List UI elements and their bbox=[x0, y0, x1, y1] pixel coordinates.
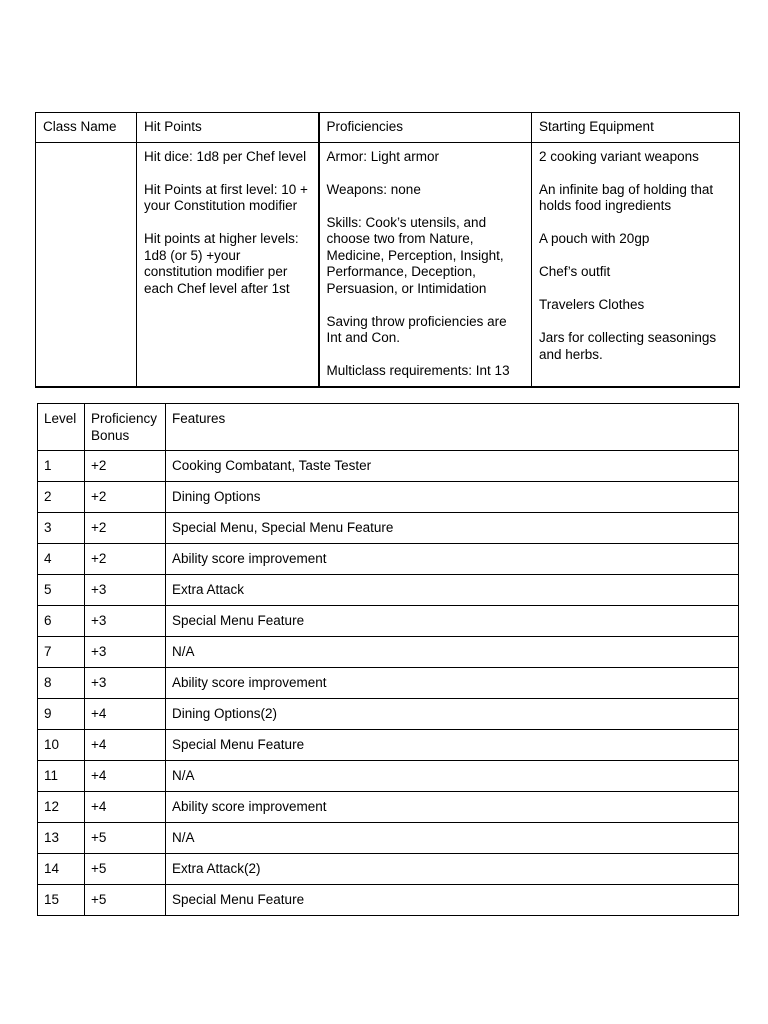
level-cell: 6 bbox=[38, 606, 85, 637]
proficiency-bonus-cell: +3 bbox=[85, 668, 166, 699]
class-name-cell bbox=[36, 142, 137, 387]
hit-dice-text: Hit dice: 1d8 per Chef level bbox=[144, 148, 307, 164]
proficiency-bonus-cell: +2 bbox=[85, 544, 166, 575]
table-row bbox=[38, 513, 739, 544]
level-cell: 15 bbox=[38, 885, 85, 916]
equipment-item: Chef’s outfit bbox=[539, 264, 611, 279]
table-row bbox=[38, 482, 739, 513]
features-cell: N/A bbox=[166, 761, 739, 792]
table-row bbox=[38, 451, 739, 482]
skills-text: Skills: Cook’s utensils, and choose two from Nature, Medicine, Perception, Insight, Performance, Deception, Persuasion, or Intimidation bbox=[326, 214, 504, 296]
level-cell: 11 bbox=[38, 761, 85, 792]
features-cell: Cooking Combatant, Taste Tester bbox=[166, 451, 739, 482]
equipment-item: 2 cooking variant weapons bbox=[539, 148, 699, 164]
header-class-name: Class Name bbox=[36, 113, 137, 143]
level-table-header-row bbox=[38, 404, 739, 451]
header-features: Features bbox=[166, 404, 739, 451]
level-cell: 14 bbox=[38, 854, 85, 885]
weapons-text: Weapons: none bbox=[326, 181, 421, 197]
features-cell: Ability score improvement bbox=[166, 668, 739, 699]
class-table-header-row bbox=[36, 113, 740, 143]
table-row bbox=[38, 823, 739, 854]
proficiency-bonus-cell: +5 bbox=[85, 885, 166, 916]
table-row bbox=[38, 575, 739, 606]
table-row bbox=[38, 668, 739, 699]
armor-text: Armor: Light armor bbox=[326, 148, 440, 164]
hp-first-level-text: Hit Points at first level: 10 + your Constitution modifier bbox=[144, 181, 308, 213]
proficiency-bonus-cell: +2 bbox=[85, 513, 166, 544]
multiclass-text: Multiclass requirements: Int 13 bbox=[326, 363, 510, 378]
level-progression-table bbox=[37, 403, 739, 916]
features-cell: Ability score improvement bbox=[166, 544, 739, 575]
hit-points-cell bbox=[137, 142, 319, 387]
features-cell: Ability score improvement bbox=[166, 792, 739, 823]
features-cell: Dining Options(2) bbox=[166, 699, 739, 730]
features-cell: Special Menu Feature bbox=[166, 606, 739, 637]
level-cell: 1 bbox=[38, 451, 85, 482]
table-row bbox=[38, 792, 739, 823]
table-row bbox=[38, 606, 739, 637]
level-cell: 10 bbox=[38, 730, 85, 761]
features-cell: N/A bbox=[166, 637, 739, 668]
table-row bbox=[38, 637, 739, 668]
proficiency-bonus-cell: +3 bbox=[85, 606, 166, 637]
level-cell: 3 bbox=[38, 513, 85, 544]
proficiency-bonus-cell: +5 bbox=[85, 854, 166, 885]
level-cell: 4 bbox=[38, 544, 85, 575]
equipment-item: A pouch with 20gp bbox=[539, 231, 650, 246]
features-cell: Extra Attack(2) bbox=[166, 854, 739, 885]
proficiency-bonus-cell: +2 bbox=[85, 451, 166, 482]
table-row bbox=[38, 761, 739, 792]
level-cell: 9 bbox=[38, 699, 85, 730]
hp-higher-levels-text: Hit points at higher levels: 1d8 (or 5) +your constitution modifier per each Chef level after 1st bbox=[144, 231, 299, 296]
features-cell: Special Menu, Special Menu Feature bbox=[166, 513, 739, 544]
header-proficiencies: Proficiencies bbox=[319, 113, 532, 143]
level-cell: 5 bbox=[38, 575, 85, 606]
table-row bbox=[38, 730, 739, 761]
level-cell: 7 bbox=[38, 637, 85, 668]
equipment-item: Travelers Clothes bbox=[539, 297, 645, 312]
level-cell: 13 bbox=[38, 823, 85, 854]
equipment-item: Jars for collecting seasonings and herbs. bbox=[539, 330, 717, 362]
proficiencies-cell bbox=[319, 142, 532, 387]
header-hit-points: Hit Points bbox=[137, 113, 319, 143]
saving-throw-text: Saving throw proficiencies are Int and Con. bbox=[326, 313, 507, 345]
class-table-body-row bbox=[36, 142, 740, 387]
proficiency-bonus-cell: +4 bbox=[85, 730, 166, 761]
starting-equipment-cell bbox=[532, 142, 740, 387]
proficiency-bonus-cell: +4 bbox=[85, 761, 166, 792]
proficiency-bonus-cell: +4 bbox=[85, 699, 166, 730]
table-row bbox=[38, 854, 739, 885]
table-row bbox=[38, 544, 739, 575]
features-cell: Special Menu Feature bbox=[166, 885, 739, 916]
level-cell: 8 bbox=[38, 668, 85, 699]
features-cell: N/A bbox=[166, 823, 739, 854]
equipment-item: An infinite bag of holding that holds food ingredients bbox=[539, 181, 714, 213]
level-cell: 2 bbox=[38, 482, 85, 513]
proficiency-bonus-cell: +2 bbox=[85, 482, 166, 513]
header-proficiency-bonus: Proficiency Bonus bbox=[85, 404, 166, 451]
table-row bbox=[38, 885, 739, 916]
proficiency-bonus-cell: +4 bbox=[85, 792, 166, 823]
header-level: Level bbox=[38, 404, 85, 451]
features-cell: Extra Attack bbox=[166, 575, 739, 606]
class-info-table bbox=[35, 112, 740, 388]
proficiency-bonus-cell: +5 bbox=[85, 823, 166, 854]
table-row bbox=[38, 699, 739, 730]
level-cell: 12 bbox=[38, 792, 85, 823]
proficiency-bonus-cell: +3 bbox=[85, 575, 166, 606]
proficiency-bonus-cell: +3 bbox=[85, 637, 166, 668]
features-cell: Special Menu Feature bbox=[166, 730, 739, 761]
features-cell: Dining Options bbox=[166, 482, 739, 513]
header-starting-equipment: Starting Equipment bbox=[532, 113, 740, 143]
